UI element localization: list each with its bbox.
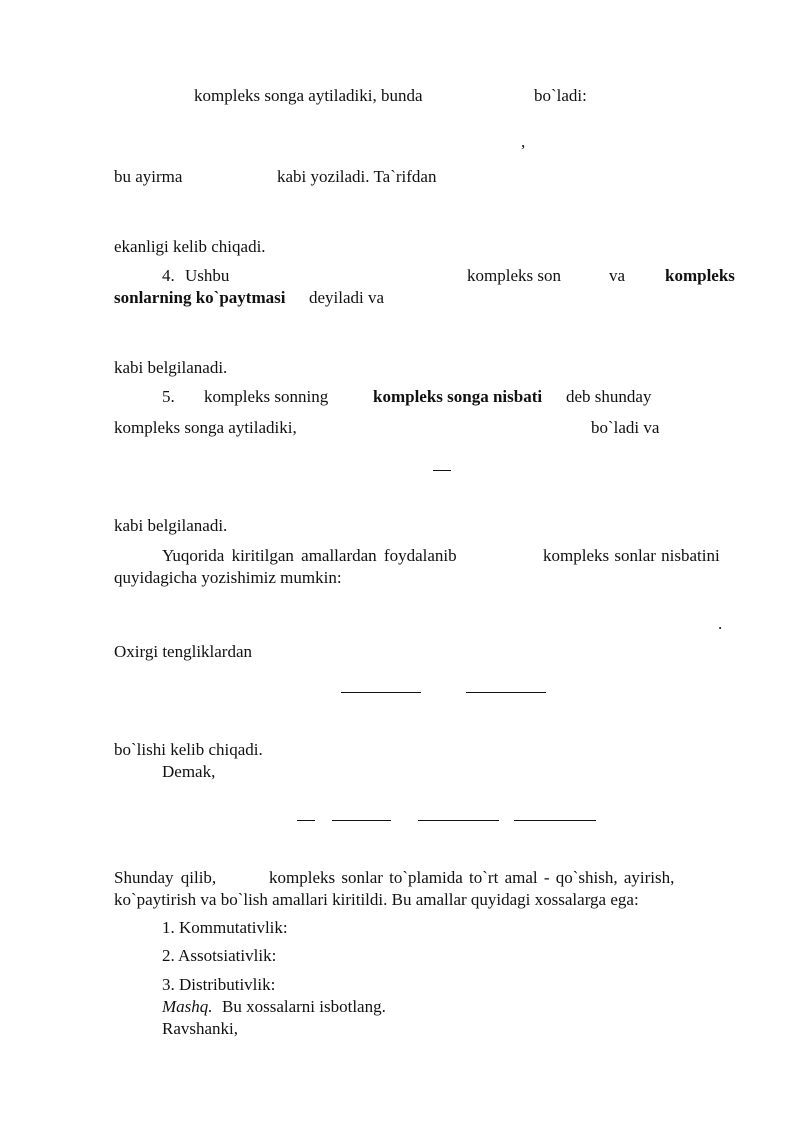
property-item: 2. Assotsiativlik: <box>162 946 277 965</box>
text-line: kabi yoziladi. Ta`rifdan <box>277 167 437 186</box>
bold-term: kompleks songa nisbati <box>373 387 543 406</box>
item-number: 4. <box>162 266 175 285</box>
text-line: ekanligi kelib chiqadi. <box>114 237 266 256</box>
text-line: ko`paytirish va bo`lish amallari kiritildi. Bu amallar quyidagi xossalarga ega: <box>114 890 639 909</box>
text-line: kompleks sonlar nisbatini <box>543 546 720 565</box>
text-line: Shunday qilib, <box>114 868 217 887</box>
fraction-bar <box>332 820 391 821</box>
period: . <box>718 614 723 633</box>
text-line: bo`lishi kelib chiqadi. <box>114 740 263 759</box>
text-line: Demak, <box>162 762 216 781</box>
text-line: Yuqorida kiritilgan amallardan foydalanib <box>162 546 457 565</box>
text-line: deyiladi va <box>309 288 385 307</box>
exercise-label: Mashq. <box>162 997 213 1016</box>
bold-term: kompleks <box>665 266 735 285</box>
text-line: Oxirgi tengliklardan <box>114 642 253 661</box>
text-line: Ushbu <box>185 266 230 285</box>
text-line: Ravshanki, <box>162 1019 239 1038</box>
text-line: kabi belgilanadi. <box>114 358 228 377</box>
comma: , <box>521 132 526 151</box>
exercise-text: Bu xossalarni isbotlang. <box>222 997 386 1016</box>
bold-term: sonlarning ko`paytmasi <box>114 288 286 307</box>
fraction-bar <box>433 470 451 471</box>
fraction-bar <box>514 820 596 821</box>
text-line: deb shunday <box>566 387 652 406</box>
text-line: kompleks songa aytiladiki, bunda <box>194 86 423 105</box>
text-line: kompleks sonlar to`plamida to`rt amal - qo`shish, ayirish, <box>269 868 675 887</box>
property-item: 3. Distributivlik: <box>162 975 276 994</box>
text-line: kompleks sonning <box>204 387 329 406</box>
fraction-bar <box>341 692 421 693</box>
text-line: kabi belgilanadi. <box>114 516 228 535</box>
text-line: bo`ladi va <box>591 418 660 437</box>
property-item: 1. Kommutativlik: <box>162 918 288 937</box>
item-number: 5. <box>162 387 175 406</box>
text-line: va <box>609 266 626 285</box>
text-line: bu ayirma <box>114 167 183 186</box>
text-line: bo`ladi: <box>534 86 587 105</box>
fraction-bar <box>297 820 315 821</box>
fraction-bar <box>466 692 546 693</box>
text-line: kompleks son <box>467 266 561 285</box>
text-line: kompleks songa aytiladiki, <box>114 418 297 437</box>
text-line: quyidagicha yozishimiz mumkin: <box>114 568 342 587</box>
fraction-bar <box>418 820 499 821</box>
